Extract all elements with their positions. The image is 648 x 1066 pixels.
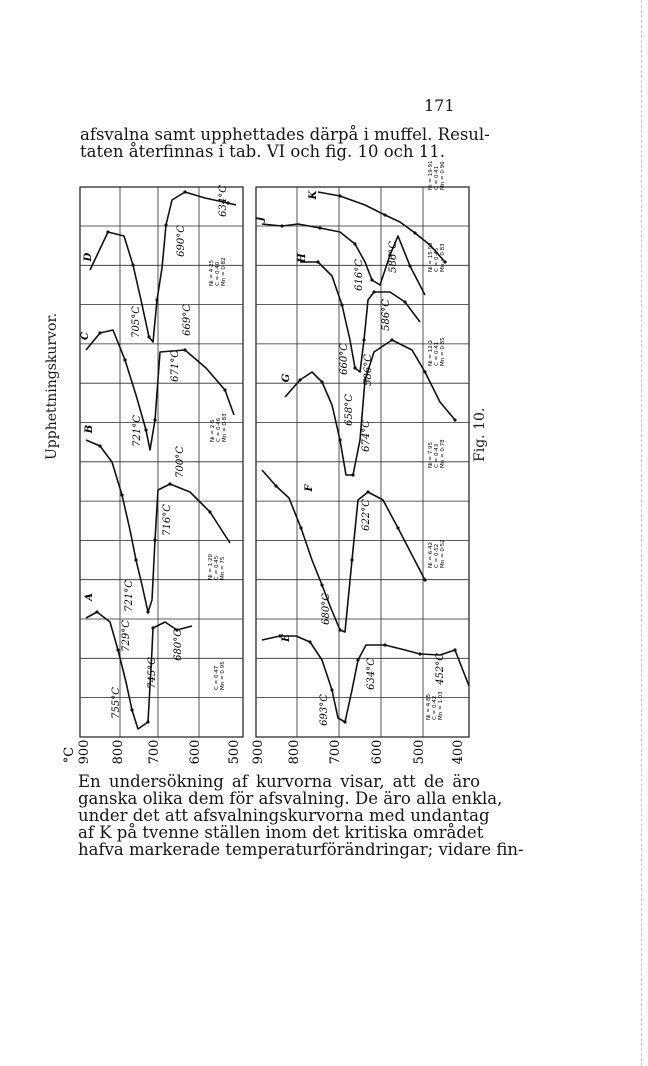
composition-label: Mn = 0·82 (221, 257, 227, 286)
curve-point (183, 348, 186, 351)
temperature-label: 669°C (182, 304, 193, 336)
curve-point (183, 190, 186, 193)
figure-side-title: Upphettningskurvor. (44, 312, 60, 460)
body-line-text: af K på tvenne ställen inom det kritiska området (78, 823, 484, 842)
curve-point (153, 418, 156, 421)
curve-letter: D (83, 252, 94, 262)
curve-letter: G (281, 373, 292, 383)
heating-curve-f (262, 470, 425, 632)
temperature-label: 745°C (147, 657, 158, 689)
curve-letter: J (255, 216, 266, 222)
body-paragraph (78, 772, 524, 859)
curve-point (340, 303, 343, 306)
curve-point (423, 370, 426, 373)
axis-tick-label: 500 (412, 739, 427, 765)
curve-point (131, 263, 134, 266)
curve-point (134, 558, 137, 561)
temperature-label: 586°C (381, 299, 392, 331)
temperature-label: 700°C (175, 446, 186, 478)
intro-line: afsvalna samt upphettades därpå i muffel. Resul- (80, 125, 490, 144)
composition-group (208, 161, 446, 721)
intro-line: taten återfinnas i tab. VI och fig. 10 och 11. (80, 142, 446, 161)
curve-point (320, 380, 323, 383)
temperature-label: 660°C (339, 343, 350, 375)
composition-label: C = 0·42 (432, 695, 438, 720)
composition-label: Ni = 19·91 (428, 160, 434, 190)
curve-group (86, 192, 469, 729)
curve-point (353, 366, 356, 369)
curve-point (223, 388, 226, 391)
curve-point (372, 290, 375, 293)
curve-point (396, 526, 399, 529)
composition-label: C = 0·41 (434, 165, 440, 190)
curve-point (95, 610, 98, 613)
composition-label: Mn = 0·95 (220, 661, 226, 690)
curve-point (280, 224, 283, 227)
curve-point (330, 688, 333, 691)
curve-point (98, 331, 101, 334)
composition-label: Mn = 0·83 (440, 243, 446, 272)
temperature-label: 680°C (321, 593, 332, 625)
curve-letter: E (281, 634, 292, 642)
curve-markers (95, 190, 456, 723)
curve-point (106, 230, 109, 233)
curve-point (343, 720, 346, 723)
curve-point (338, 194, 341, 197)
composition-label: Mn = 0·96 (440, 161, 446, 190)
heating-curve-k (318, 192, 445, 262)
curve-point (338, 438, 341, 441)
curve-letter-group (80, 189, 319, 642)
temperature-label: 716°C (162, 504, 173, 536)
composition-label: Mn = 0·85 (440, 337, 446, 366)
composition-label: Mn = 75 (220, 556, 226, 580)
temperature-label: 658°C (344, 394, 355, 426)
temperature-label: 622°C (361, 499, 372, 531)
body-line-text: ganska olika dem för afsvalning. De äro alla enkla, (78, 789, 503, 808)
body-line (78, 806, 490, 825)
curve-point (147, 335, 150, 338)
composition-label: C = 0·45 (434, 247, 440, 272)
axis-tick-label: 500 (227, 739, 242, 765)
composition-label: Mn = 0·83 (222, 413, 228, 442)
axis-tick-label: 700 (147, 739, 162, 765)
composition-label: Ni = 1·20 (208, 554, 214, 580)
temperature-label: 705°C (131, 306, 142, 338)
curve-letter: F (304, 484, 315, 492)
temperature-label: 586°C (363, 354, 374, 386)
curve-point (403, 300, 406, 303)
curve-letter: K (308, 190, 319, 200)
curve-letter: C (80, 332, 91, 340)
curve-letter: H (297, 253, 308, 263)
composition-label: Ni = 2·5 (210, 419, 216, 442)
temperature-label: 680°C (173, 629, 184, 661)
curve-point (308, 640, 311, 643)
curve-point (98, 444, 101, 447)
composition-label: C = 0·52 (434, 543, 440, 568)
temperature-label-group (111, 185, 446, 726)
composition-label: Mn = 0·52 (440, 539, 446, 568)
composition-label: Ni = 4·25 (209, 260, 215, 286)
temperature-label: 634°C (366, 658, 377, 690)
curve-point (362, 338, 365, 341)
temperature-label: 755°C (111, 687, 122, 719)
curve-point (383, 213, 386, 216)
composition-label: Ni = 12·2 (428, 340, 434, 366)
temperature-label: 721°C (124, 580, 135, 612)
body-line (78, 840, 524, 859)
temperature-label: 452°C (435, 653, 446, 685)
composition-label: C = 0·40 (215, 261, 221, 286)
curve-point (155, 298, 158, 301)
curve-point (168, 482, 171, 485)
temperature-label: 671°C (170, 350, 181, 382)
curve-point (356, 658, 359, 661)
curve-point (299, 526, 302, 529)
curve-point (146, 610, 149, 613)
axis-tick-label: 800 (287, 739, 302, 765)
page-number: 171 (424, 96, 455, 115)
composition-label: C = 0·43 (434, 443, 440, 468)
axis-tick-label: 600 (188, 739, 203, 765)
curve-point (383, 643, 386, 646)
curve-point (274, 484, 277, 487)
axis-tick-label: 700 (328, 739, 343, 765)
curve-point (130, 708, 133, 711)
curve-point (146, 720, 149, 723)
curve-point (350, 558, 353, 561)
temperature-axis (77, 740, 466, 765)
curve-point (408, 264, 411, 267)
curve-point (413, 231, 416, 234)
curve-point (453, 418, 456, 421)
axis-tick-label: 600 (370, 739, 385, 765)
composition-label: C = 0·41 (434, 341, 440, 366)
body-line-text: under det att afsvalningskurvorna med undantag (78, 806, 490, 825)
temperature-label: 674°C (361, 420, 372, 452)
curve-point (370, 278, 373, 281)
curve-point (338, 628, 341, 631)
axis-tick-label: 800 (111, 739, 126, 765)
composition-label: Ni = 6·42 (428, 542, 434, 568)
axis-unit: °C (62, 746, 77, 764)
body-line-text: hafva markerade temperaturförändringar; vidare fin- (78, 840, 524, 859)
composition-label: C = 0·45 (214, 555, 220, 580)
curve-point (208, 510, 211, 513)
curve-point (423, 578, 426, 581)
temperature-label: 729°C (121, 620, 132, 652)
temperature-label: 693°C (319, 694, 330, 726)
figure-caption: Fig. 10. (472, 407, 488, 462)
composition-label: Ni = 4·85 (426, 694, 432, 720)
composition-label: Ni = 15·98 (428, 242, 434, 272)
curve-point (151, 626, 154, 629)
composition-label: C = 0·47 (214, 665, 220, 690)
composition-label: C = 0·46 (216, 417, 222, 442)
curve-point (153, 538, 156, 541)
temperature-label: 690°C (176, 225, 187, 257)
temperature-label: 616°C (354, 259, 365, 291)
curve-point (318, 226, 321, 229)
body-line-text: En undersökning af kurvorna visar, att de äro (78, 772, 480, 791)
composition-label: Mn = 0·78 (440, 439, 446, 468)
axis-tick-label: 400 (451, 739, 466, 765)
axis-tick-label: 900 (77, 739, 92, 765)
temperature-label: 721°C (132, 415, 143, 447)
axis-tick-label: 900 (251, 739, 266, 765)
composition-label: Ni = 7·95 (428, 442, 434, 468)
temperature-label: 586°C (388, 241, 399, 273)
curve-point (144, 428, 147, 431)
curve-point (120, 493, 123, 496)
heating-curve-j (262, 224, 425, 295)
figure-grid (80, 187, 469, 737)
curve-point (164, 223, 167, 226)
curve-point (320, 583, 323, 586)
curve-point (390, 338, 393, 341)
curve-point (351, 473, 354, 476)
body-line (78, 789, 503, 808)
curve-point (453, 648, 456, 651)
curve-letter: B (84, 424, 95, 434)
curve-point (366, 490, 369, 493)
temperature-label: 634°C (218, 185, 229, 217)
curve-point (298, 378, 301, 381)
curve-point (316, 260, 319, 263)
curve-letter: A (84, 593, 95, 601)
body-line (78, 773, 480, 790)
curve-point (116, 648, 119, 651)
body-line (78, 823, 484, 842)
curve-point (418, 652, 421, 655)
curve-point (123, 358, 126, 361)
curve-point (353, 242, 356, 245)
composition-label: Mn = 1·03 (438, 691, 444, 720)
